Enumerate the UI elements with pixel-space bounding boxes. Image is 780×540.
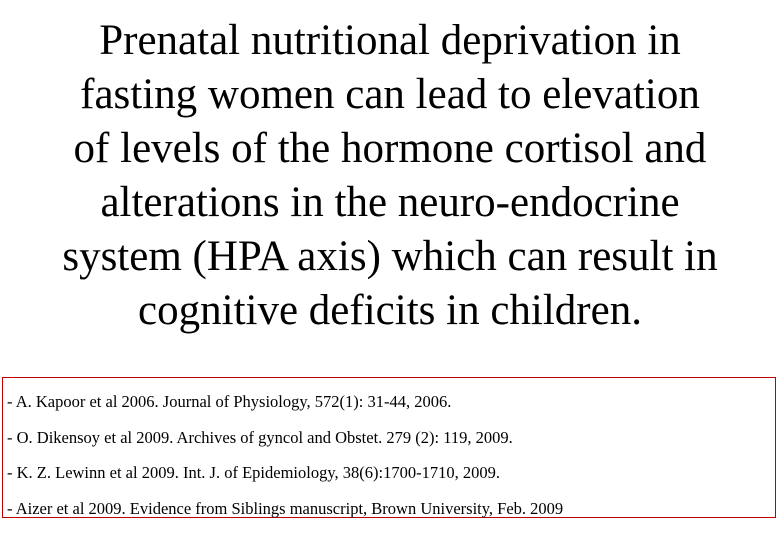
- heading-line: cognitive deficits in children.: [138, 287, 642, 334]
- heading-line: of levels of the hormone cortisol and: [73, 125, 707, 172]
- heading-line: system (HPA axis) which can result in: [62, 233, 718, 280]
- slide-heading: [0, 14, 780, 338]
- reference-item: - A. Kapoor et al 2006. Journal of Physiology, 572(1): 31-44, 2006.: [7, 392, 452, 411]
- heading-line: alterations in the neuro-endocrine: [100, 179, 680, 226]
- reference-item: - Aizer et al 2009. Evidence from Siblings manuscript, Brown University, Feb. 2009: [7, 498, 564, 518]
- reference-item: - K. Z. Lewinn et al 2009. Int. J. of Epidemiology, 38(6):1700-1710, 2009.: [7, 463, 500, 482]
- heading-line: Prenatal nutritional deprivation in: [99, 17, 681, 64]
- reference-item: - O. Dikensoy et al 2009. Archives of gyncol and Obstet. 279 (2): 119, 2009.: [7, 427, 513, 447]
- heading-line: fasting women can lead to elevation: [80, 71, 700, 118]
- references-box: [2, 377, 776, 518]
